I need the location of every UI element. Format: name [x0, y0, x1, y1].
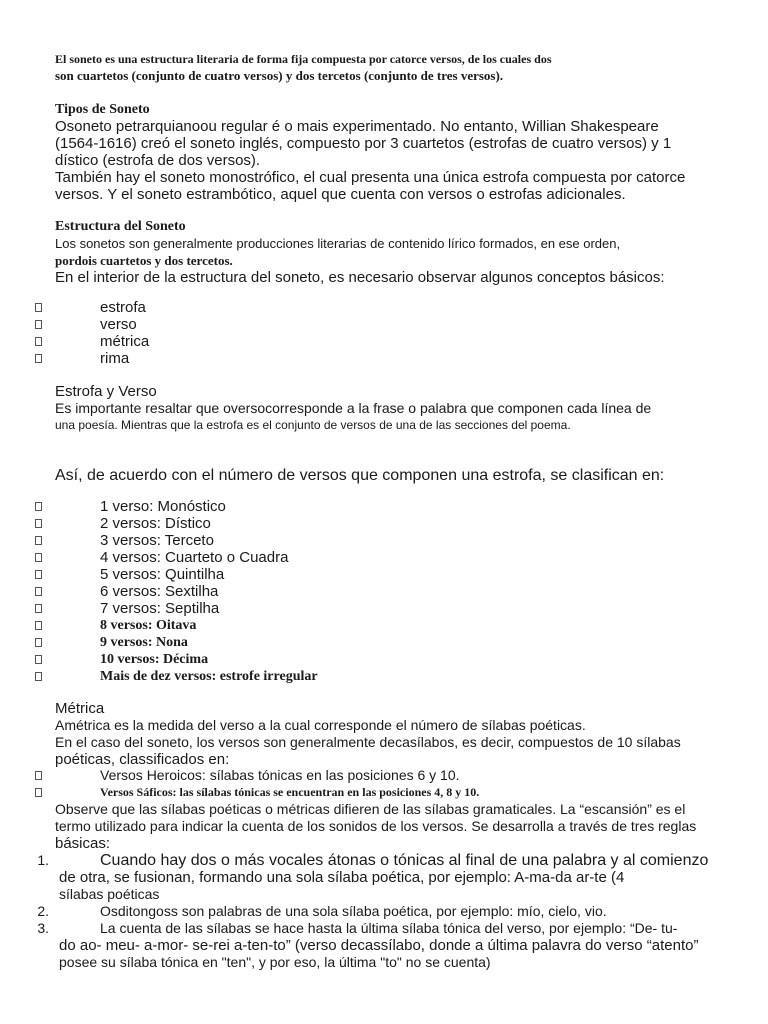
text-line: básicas: [55, 835, 111, 852]
bullet-icon [35, 320, 42, 329]
list-item [0, 634, 740, 651]
list-item [0, 549, 740, 566]
rule-item [0, 852, 740, 903]
escansion-paragraph [55, 801, 725, 852]
bullet-icon [35, 502, 42, 511]
list-item [0, 350, 740, 367]
bullet-icon [35, 519, 42, 528]
list-item-text: 4 versos: Cuarteto o Cuadra [100, 549, 289, 566]
tipos-section [55, 101, 725, 203]
rule-first-line: Osditongoss son palabras de una sola sílaba poética, por ejemplo: mío, cielo, vio. [100, 903, 607, 919]
list-item [0, 299, 740, 316]
text-line: (1564-1616) creó el soneto inglés, compuesto por 3 cuartetos (estrofas de cuatro versos) y 1 [55, 135, 672, 152]
list-item-text: 5 versos: Quintilha [100, 566, 225, 583]
bullet-icon [35, 771, 42, 780]
list-item-text: 8 versos: Oitava [100, 618, 197, 633]
rule-item [0, 920, 740, 971]
list-item-text: 7 versos: Septilha [100, 600, 220, 617]
list-item [0, 532, 740, 549]
list-item [0, 515, 740, 532]
list-item [0, 651, 740, 668]
rule-number: 2. [37, 903, 49, 919]
text-line: termo utilizado para indicar la cuenta de los sonidos de los versos. Se desarrolla a través de tres reglas [55, 818, 697, 834]
rule-continuation: do ao- meu- a-mor- se-rei a-ten-to” (verso decassílabo, donde a última palavra do verso “atento” [59, 937, 699, 954]
estrofa-types-list [0, 498, 740, 685]
list-item [0, 333, 740, 350]
bullet-icon [35, 587, 42, 596]
clasificacion-intro [55, 467, 725, 485]
list-item-text: rima [100, 350, 130, 367]
bullet-icon [35, 303, 42, 312]
list-item [0, 784, 740, 801]
rules-list [0, 852, 740, 971]
bullet-icon [35, 536, 42, 545]
rule-continuation: de otra, se fusionan, formando una sola sílaba poética, por ejemplo: A-ma-da ar-te (4 [59, 869, 625, 886]
rule-number: 3. [37, 920, 49, 936]
list-item-text: Versos Sáficos: las sílabas tónicas se encuentran en las posiciones 4, 8 y 10. [100, 785, 480, 799]
list-item-text: 3 versos: Terceto [100, 532, 214, 549]
text-line: Es importante resaltar que oversocorresponde a la frase o palabra que componen cada línea de [55, 400, 652, 416]
list-item [0, 767, 740, 784]
bullet-icon [35, 553, 42, 562]
rule-first-line: La cuenta de las sílabas se hace hasta la última sílaba tónica del verso, por ejemplo: “De- tu- [100, 920, 678, 936]
bullet-icon [35, 672, 42, 681]
list-item-text: verso [100, 316, 137, 333]
bullet-icon [35, 788, 42, 797]
text-line: una poesía. Mientras que la estrofa es el conjunto de versos de una de las secciones del poema. [55, 418, 571, 432]
text-line: Los sonetos son generalmente producciones literarias de contenido lírico formados, en ese orden, [55, 236, 621, 251]
list-item-text: estrofa [100, 299, 146, 316]
list-item-text: Mais de dez versos: estrofe irregular [100, 669, 318, 684]
text-line: Amétrica es la medida del verso a la cual corresponde el número de sílabas poéticas. [55, 717, 586, 733]
bullet-icon [35, 621, 42, 630]
text-line: En el caso del soneto, los versos son generalmente decasílabos, es decir, compuestos de 10 sílabas [55, 734, 681, 750]
list-item-text: 9 versos: Nona [100, 635, 188, 650]
bullet-icon [35, 604, 42, 613]
section-heading-tipos: Tipos de Soneto [55, 102, 150, 117]
text-line: dístico (estrofa de dos versos). [55, 152, 261, 169]
bullet-icon [35, 570, 42, 579]
text-line: Osoneto petrarquianoou regular é o mais experimentado. No entanto, Willian Shakespeare [55, 118, 659, 135]
text-line: pordois cuartetos y dos tercetos. [55, 253, 233, 268]
list-item [0, 583, 740, 600]
section-heading-estructura: Estructura del Soneto [55, 219, 186, 234]
estrofa-verso-section [55, 383, 725, 433]
intro-paragraph [55, 51, 725, 84]
bullet-icon [35, 638, 42, 647]
list-item [0, 316, 740, 333]
list-item-text: 10 versos: Décima [100, 652, 209, 667]
list-item [0, 668, 740, 685]
text-line: También hay el soneto monostrófico, el cual presenta una única estrofa compuesta por catorce [55, 169, 686, 186]
list-item-text: 2 versos: Dístico [100, 515, 211, 532]
metrica-section [55, 700, 725, 768]
bullet-icon [35, 354, 42, 363]
list-item [0, 498, 740, 515]
bullet-icon [35, 337, 42, 346]
text-line: poéticas, classificados en: [55, 751, 230, 768]
rule-continuation: sílabas poéticas [59, 886, 160, 902]
section-heading-estrofa-verso: Estrofa y Verso [55, 383, 157, 400]
list-item-text: Versos Heroicos: sílabas tónicas en las posiciones 6 y 10. [100, 767, 460, 783]
rule-continuation: posee su sílaba tónica en "ten", y por eso, la última "to" no se cuenta) [59, 954, 491, 970]
bullet-icon [35, 655, 42, 664]
rule-number: 1. [37, 852, 49, 868]
list-item [0, 617, 740, 634]
list-item-text: métrica [100, 333, 150, 350]
section-heading-metrica: Métrica [55, 700, 105, 717]
estructura-section [55, 218, 725, 286]
list-item-text: 6 versos: Sextilha [100, 583, 219, 600]
text-line: Observe que las sílabas poéticas o métricas difieren de las sílabas gramaticales. La “escansión” es el [55, 801, 686, 817]
intro-line: son cuartetos (conjunto de cuatro versos) y dos tercetos (conjunto de tres versos). [55, 68, 504, 83]
concepts-list [0, 299, 740, 367]
text-line: versos. Y el soneto estrambótico, aquel que cuenta con versos o estrofas adicionales. [55, 186, 626, 203]
list-item [0, 600, 740, 617]
rule-item [0, 903, 740, 920]
intro-line: El soneto es una estructura literaria de forma fija compuesta por catorce versos, de los cuales dos [55, 52, 552, 66]
rule-first-line: Cuando hay dos o más vocales átonas o tónicas al final de una palabra y al comienzo [100, 852, 709, 869]
text-line: Así, de acuerdo con el número de versos que componen una estrofa, se clasifican en: [55, 467, 665, 484]
list-item-text: 1 verso: Monóstico [100, 498, 226, 515]
verse-types-list [0, 767, 740, 801]
text-line: En el interior de la estructura del soneto, es necesario observar algunos conceptos básicos: [55, 269, 665, 286]
list-item [0, 566, 740, 583]
